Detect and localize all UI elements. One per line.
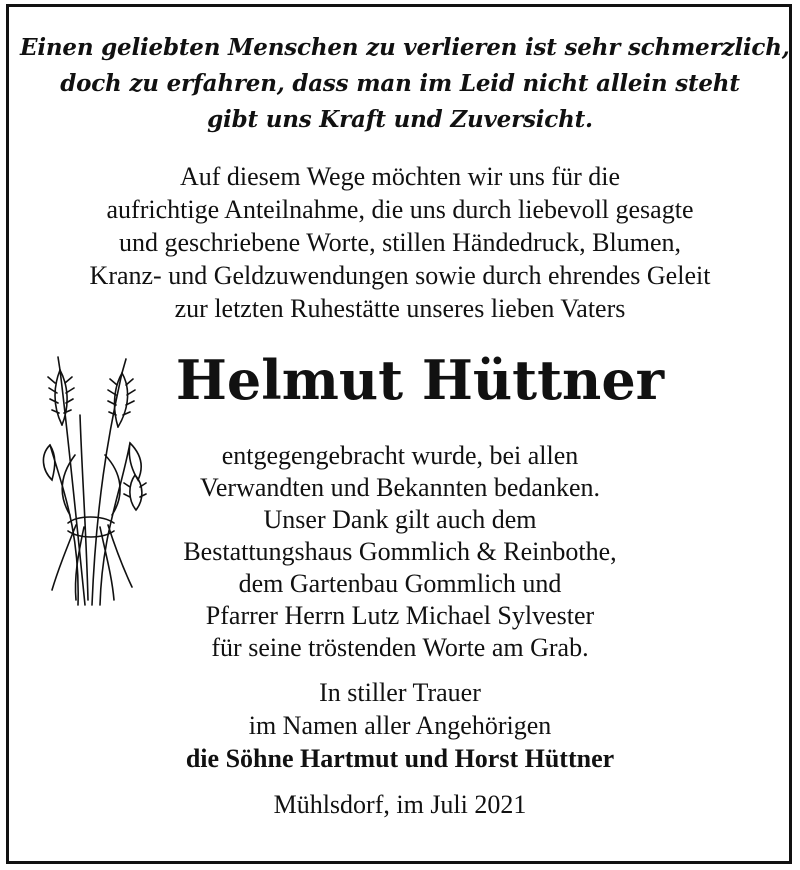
family-signature: die Söhne Hartmut und Horst Hüttner [185, 744, 615, 773]
thanks-paragraph [130, 440, 670, 664]
intro-line: aufrichtige Anteilnahme, die uns durch liebevoll gesagte [106, 195, 694, 224]
intro-line: zur letzten Ruhestätte unseres lieben Vaters [174, 294, 626, 323]
quote-line: gibt uns Kraft und Zuversicht. [207, 106, 593, 133]
intro-line: Auf diesem Wege möchten wir uns für die [179, 162, 621, 191]
thanks-line: dem Gartenbau Gommlich und [238, 569, 562, 598]
thanks-line: Bestattungshaus Gommlich & Reinbothe, [183, 537, 617, 566]
intro-line: Kranz- und Geldzuwendungen sowie durch ehrendes Geleit [89, 261, 711, 290]
opening-quote [20, 30, 790, 138]
thanks-line: Pfarrer Herrn Lutz Michael Sylvester [205, 601, 595, 630]
intro-paragraph [20, 160, 780, 325]
deceased-name: Helmut Hüttner [175, 348, 665, 412]
quote-line: Einen geliebten Menschen zu verlieren ist sehr schmerzlich, [20, 34, 790, 61]
signoff-line: im Namen aller Angehörigen [248, 711, 552, 740]
quote-line: doch zu erfahren, dass man im Leid nicht allein steht [60, 70, 740, 97]
thanks-line: Unser Dank gilt auch dem [263, 505, 537, 534]
thanks-line: entgegengebracht wurde, bei allen [221, 441, 579, 470]
thanks-line: für seine tröstenden Worte am Grab. [211, 633, 589, 662]
signoff-block [20, 676, 780, 775]
signoff-line: In stiller Trauer [319, 678, 481, 707]
place-date: Mühlsdorf, im Juli 2021 [273, 790, 527, 819]
intro-line: und geschriebene Worte, stillen Händedruck, Blumen, [118, 228, 682, 257]
thanks-line: Verwandten und Bekannten bedanken. [200, 473, 600, 502]
